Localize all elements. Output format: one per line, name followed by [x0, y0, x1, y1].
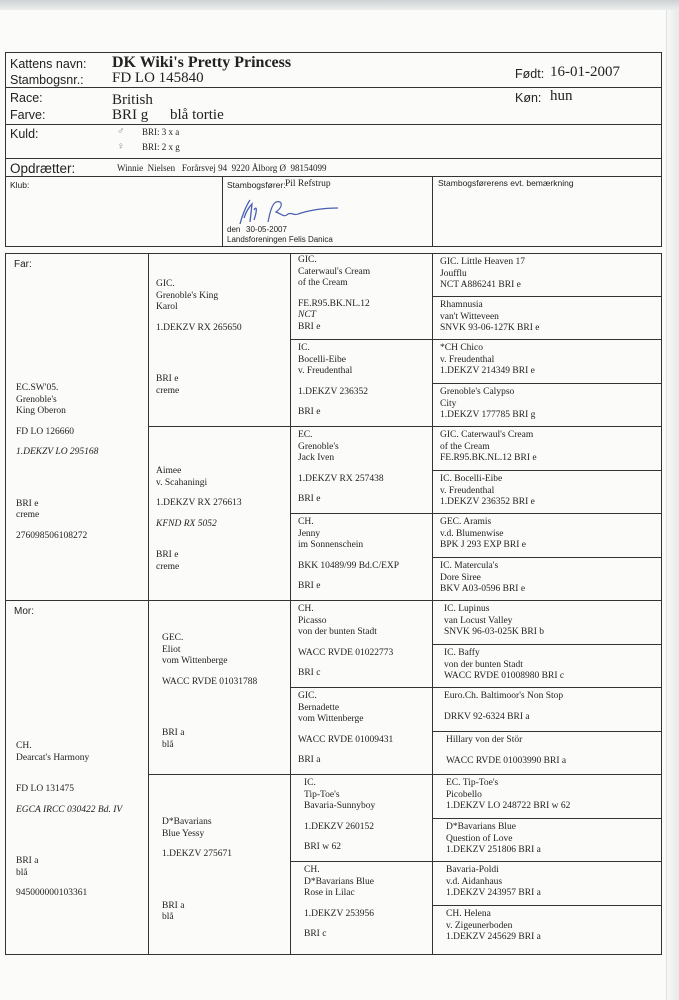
gggp-name: IC. Baffy — [444, 648, 480, 658]
gg-grandparent-cell — [440, 474, 535, 509]
gp-color: blå — [162, 739, 174, 750]
dam-title: CH. — [16, 741, 32, 751]
sire-reg: FD LO 126660 — [16, 426, 75, 437]
gggp-name: *CH Chico — [440, 343, 484, 353]
gggp-name: Euro.Ch. Baltimoor's Non Stop — [444, 691, 564, 701]
gggp-name-2: van Locust Valley — [444, 615, 513, 626]
ggp-name-2: Bavaria-Sunnyboy — [304, 801, 376, 811]
divider — [432, 296, 662, 297]
divider — [290, 253, 291, 955]
cat-name-value: DK Wiki's Pretty Princess — [112, 54, 292, 71]
gggp-name-2: Joufflu — [440, 268, 467, 279]
scan-top-edge — [0, 0, 679, 10]
gggp-name-2: v. Zigeunerboden — [446, 920, 513, 931]
date-prefix: den — [227, 225, 241, 234]
divider — [432, 644, 662, 645]
gggp-name-2: v.d. Blumenwise — [440, 528, 504, 539]
divider — [148, 774, 662, 775]
great-grandparent-cell — [304, 865, 374, 941]
gp-name-1: Aimee — [156, 466, 182, 476]
ggp-name-2: of the Cream — [298, 278, 348, 288]
ggp-ems: BRI e — [298, 581, 321, 591]
gggp-name-2: v. Freudenthal — [440, 485, 495, 496]
ggp-reg: WACC RVDE 01009431 — [298, 734, 394, 745]
ggp-title: IC. — [304, 778, 316, 788]
gggp-name: EC. Tip-Toe's — [446, 778, 499, 788]
gp-reg: WACC RVDE 01031788 — [162, 676, 258, 687]
ggp-ems: BRI w 62 — [304, 842, 341, 852]
divider — [432, 253, 433, 955]
gggp-reg: SNVK 96-03-025K BRI b — [444, 627, 545, 637]
sire-name-2: King Oberon — [16, 406, 66, 416]
ggp-title: IC. — [298, 343, 310, 353]
ggp-title: GIC. — [298, 691, 317, 701]
divider — [432, 176, 433, 247]
gp-name-1: Grenoble's King — [156, 290, 219, 301]
gggp-name: Hillary von der Stör — [446, 735, 523, 745]
breeder-label: Opdrætter: — [10, 161, 76, 176]
ggp-reg: 1.DEKZV RX 257438 — [298, 473, 384, 484]
great-grandparent-cell — [298, 517, 399, 593]
gg-grandparent-cell — [446, 822, 541, 857]
dam-label: Mor: — [14, 606, 34, 617]
grandparent-cell — [156, 279, 242, 397]
gggp-reg: BKV A03-0596 BRI e — [440, 584, 526, 594]
divider — [290, 513, 662, 514]
gggp-name: D*Bavarians Blue — [446, 822, 516, 832]
great-grandparent-cell — [298, 691, 393, 767]
divider — [432, 470, 662, 471]
gp-reg: 1.DEKZV RX 276613 — [156, 498, 242, 508]
born-label: Født: — [515, 67, 545, 81]
gp-color: blå — [162, 912, 174, 922]
ggp-name-1: Bocelli-Eibe — [298, 354, 347, 365]
gp-ems: BRI e — [156, 550, 179, 560]
gggp-reg: SNVK 93-06-127K BRI e — [440, 323, 540, 333]
divider — [432, 818, 662, 819]
ggp-name-2: von der bunten Stadt — [298, 627, 377, 637]
gp-reg: 1.DEKZV RX 265650 — [156, 322, 242, 333]
divider — [432, 383, 662, 384]
gg-grandparent-cell — [440, 387, 535, 422]
gggp-name-2: Question of Love — [446, 833, 513, 844]
gg-grandparent-cell — [440, 517, 526, 552]
gggp-name: IC. Matercula's — [440, 561, 499, 571]
ggp-name-1: Picasso — [298, 615, 327, 626]
registrar-label: Stambogsfører: — [227, 180, 286, 190]
ggp-ems: BRI e — [298, 321, 321, 332]
litter-male: BRI: 3 x a — [142, 127, 180, 137]
great-grandparent-cell — [298, 343, 368, 419]
gggp-reg: BPK J 293 EXP BRI e — [440, 540, 526, 550]
gggp-name-2: of the Cream — [440, 441, 490, 452]
gg-grandparent-cell — [440, 343, 535, 378]
club-label: Klub: — [10, 180, 30, 190]
gggp-name: Grenoble's Calypso — [440, 387, 515, 397]
ggp-reg: WACC RVDE 01022773 — [298, 647, 394, 658]
sire-ems: BRI e — [16, 498, 39, 509]
female-symbol-icon: ♀ — [117, 141, 125, 152]
ggp-ems: BRI e — [298, 494, 321, 504]
sex-label: Køn: — [515, 91, 542, 105]
gggp-name: CH. Helena — [446, 909, 491, 919]
gggp-reg: 1.DEKZV 245629 BRI a — [446, 932, 541, 942]
ggp-title: CH. — [298, 517, 314, 527]
scan-right-edge — [666, 10, 679, 1000]
gg-grandparent-cell — [444, 648, 564, 683]
gg-grandparent-cell — [440, 561, 525, 596]
divider — [222, 176, 223, 247]
gggp-name: Bavaria-Poldi — [446, 865, 499, 875]
cat-name-label: Kattens navn: — [10, 57, 87, 71]
gggp-name: GIC. Little Heaven 17 — [440, 257, 525, 267]
dam-name-1: Dearcat's Harmony — [16, 752, 90, 763]
gg-grandparent-cell — [446, 735, 566, 767]
sire-reg-2: 1.DEKZV LO 295168 — [16, 447, 99, 457]
sire-cell — [16, 383, 98, 542]
great-grandparent-cell — [304, 778, 375, 854]
gg-grandparent-cell — [440, 430, 537, 465]
sire-name-1: Grenoble's — [16, 394, 57, 405]
registration-value: FD LO 145840 — [112, 70, 204, 86]
gg-grandparent-cell — [446, 909, 541, 944]
gggp-name-2: v.d. Aidanhaus — [446, 876, 503, 887]
gggp-reg: 1.DEKZV LO 248722 BRI w 62 — [446, 801, 571, 811]
gg-grandparent-cell — [440, 300, 539, 335]
gp-name-2: Karol — [156, 302, 178, 312]
gggp-reg: DRKV 92-6324 BRI a — [444, 711, 530, 722]
great-grandparent-cell — [298, 255, 370, 333]
gggp-name: IC. Lupinus — [444, 604, 490, 614]
ggp-name-1: D*Bavarians Blue — [304, 876, 374, 887]
gp-title: GEC. — [162, 633, 184, 643]
litter-label: Kuld: — [10, 127, 39, 141]
divider — [148, 426, 662, 427]
great-grandparent-cell — [298, 604, 393, 680]
dam-ems: BRI a — [16, 856, 39, 866]
divider — [5, 600, 662, 601]
grandparent-cell — [162, 817, 232, 924]
gggp-name-2: van't Witteveen — [440, 311, 499, 322]
ggp-ems: BRI e — [298, 407, 321, 417]
dam-reg-2: EGCA IRCC 030422 Bd. IV — [16, 804, 123, 815]
gggp-name: GEC. Aramis — [440, 517, 492, 527]
ggp-title: CH. — [298, 604, 314, 614]
gp-color: creme — [156, 385, 180, 396]
breed-value: British — [112, 92, 153, 108]
ggp-title: EC. — [298, 430, 313, 440]
gg-grandparent-cell — [444, 691, 563, 723]
ggp-name-2: Rose in Lilac — [304, 888, 355, 898]
gp-title: GIC. — [156, 279, 175, 289]
ggp-reg-2: NCT — [298, 310, 316, 320]
gggp-name-2: Picobello — [446, 789, 482, 800]
born-value: 16-01-2007 — [550, 64, 620, 80]
dam-reg: FD LO 131475 — [16, 784, 75, 794]
ggp-name-1: Caterwaul's Cream — [298, 266, 371, 277]
ggp-name-1: Bernadette — [298, 702, 340, 713]
ggp-name-2: im Sonnenschein — [298, 540, 364, 550]
gggp-reg: 1.DEKZV 214349 BRI e — [440, 366, 535, 376]
gggp-name-2: v. Freudenthal — [440, 354, 495, 365]
grandparent-cell — [162, 633, 257, 751]
gp-ems: BRI a — [162, 728, 185, 738]
divider — [148, 253, 149, 955]
great-grandparent-cell — [298, 430, 384, 506]
signature — [232, 196, 342, 228]
sire-label: Far: — [14, 259, 32, 270]
sire-title: EC.SW'05. — [16, 383, 59, 393]
gggp-name-2: Dore Siree — [440, 572, 481, 583]
ggp-name-1: Jenny — [298, 528, 321, 539]
dam-color: blå — [16, 867, 28, 878]
divider — [432, 557, 662, 558]
ggp-name-1: Grenoble's — [298, 441, 339, 452]
dam-cell — [16, 741, 122, 900]
color-code: BRI g — [112, 107, 149, 123]
divider — [5, 124, 662, 125]
ggp-reg: BKK 10489/99 Bd.C/EXP — [298, 560, 400, 571]
gggp-reg: NCT A886241 BRI e — [440, 280, 521, 290]
breeder-value: Winnie Nielsen Forårsvej 94 9220 Ålborg Ø 98154099 — [117, 163, 327, 173]
gggp-name-2: City — [440, 398, 457, 409]
date-value: 30-05-2007 — [246, 225, 287, 234]
gggp-reg: 1.DEKZV 177785 BRI g — [440, 410, 536, 420]
gp-name-1: Eliot — [162, 644, 181, 655]
male-symbol-icon: ♂ — [117, 126, 125, 137]
gg-grandparent-cell — [440, 257, 525, 292]
ggp-reg: 1.DEKZV 236352 — [298, 386, 369, 397]
color-label: Farve: — [10, 108, 46, 122]
organization: Landsforeningen Felis Danica — [227, 235, 333, 244]
ggp-ems: BRI c — [304, 929, 327, 939]
color-name: blå tortie — [170, 107, 224, 123]
ggp-reg: FE.R95.BK.NL.12 — [298, 298, 370, 309]
divider — [432, 731, 662, 732]
gggp-name-2: von der bunten Stadt — [444, 659, 523, 670]
breed-label: Race: — [10, 91, 43, 105]
divider — [432, 905, 662, 906]
ggp-ems: BRI c — [298, 668, 321, 678]
ggp-name-2: vom Wittenberge — [298, 714, 364, 724]
sire-color: creme — [16, 510, 40, 520]
gggp-reg: FE.R95.BK.NL.12 BRI e — [440, 453, 537, 463]
gp-name-1: D*Bavarians — [162, 817, 212, 827]
gp-name-2: vom Wittenberge — [162, 656, 228, 666]
gggp-reg: WACC RVDE 01003990 BRI a — [446, 755, 567, 766]
gp-ems: BRI e — [156, 374, 179, 384]
ggp-reg: 1.DEKZV 253956 — [304, 908, 375, 919]
gp-color: creme — [156, 561, 180, 572]
gggp-reg: WACC RVDE 01008980 BRI c — [444, 671, 565, 681]
divider — [290, 861, 662, 862]
gg-grandparent-cell — [446, 865, 541, 900]
ggp-title: CH. — [304, 865, 320, 875]
sex-value: hun — [550, 88, 573, 104]
gg-grandparent-cell — [444, 604, 544, 639]
gggp-name: IC. Bocelli-Eibe — [440, 474, 503, 484]
ggp-title: GIC. — [298, 255, 317, 265]
gp-ems: BRI a — [162, 900, 185, 911]
dam-chip: 945000000103361 — [16, 888, 88, 898]
divider — [290, 687, 662, 688]
ggp-name-2: Jack Iven — [298, 453, 335, 463]
divider — [5, 158, 662, 159]
ggp-ems: BRI a — [298, 755, 321, 765]
litter-female: BRI: 2 x g — [142, 142, 180, 152]
ggp-reg: 1.DEKZV 260152 — [304, 821, 375, 832]
gggp-name: GIC. Caterwaul's Cream — [440, 430, 534, 440]
ggp-name-2: v. Freudenthal — [298, 366, 353, 376]
divider — [290, 339, 662, 340]
grandparent-cell — [156, 466, 242, 573]
registration-label: Stambogsnr.: — [10, 73, 84, 87]
divider — [5, 176, 662, 177]
gggp-name: Rhamnusia — [440, 300, 483, 310]
registrar-value: Pil Refstrup — [285, 179, 331, 189]
ggp-name-1: Tip-Toe's — [304, 789, 340, 800]
gp-reg-2: KFND RX 5052 — [156, 518, 217, 529]
gg-grandparent-cell — [446, 778, 570, 813]
gggp-reg: 1.DEKZV 243957 BRI a — [446, 888, 541, 898]
gp-name-2: Blue Yessy — [162, 828, 205, 839]
gp-reg: 1.DEKZV 275671 — [162, 849, 233, 859]
remarks-label: Stambogsførerens evt. bemærkning — [438, 178, 574, 188]
gggp-reg: 1.DEKZV 236352 BRI e — [440, 497, 535, 507]
gggp-reg: 1.DEKZV 251806 BRI a — [446, 845, 541, 855]
sire-chip: 276098506108272 — [16, 530, 88, 541]
gp-name-2: v. Scahaningi — [156, 477, 208, 488]
